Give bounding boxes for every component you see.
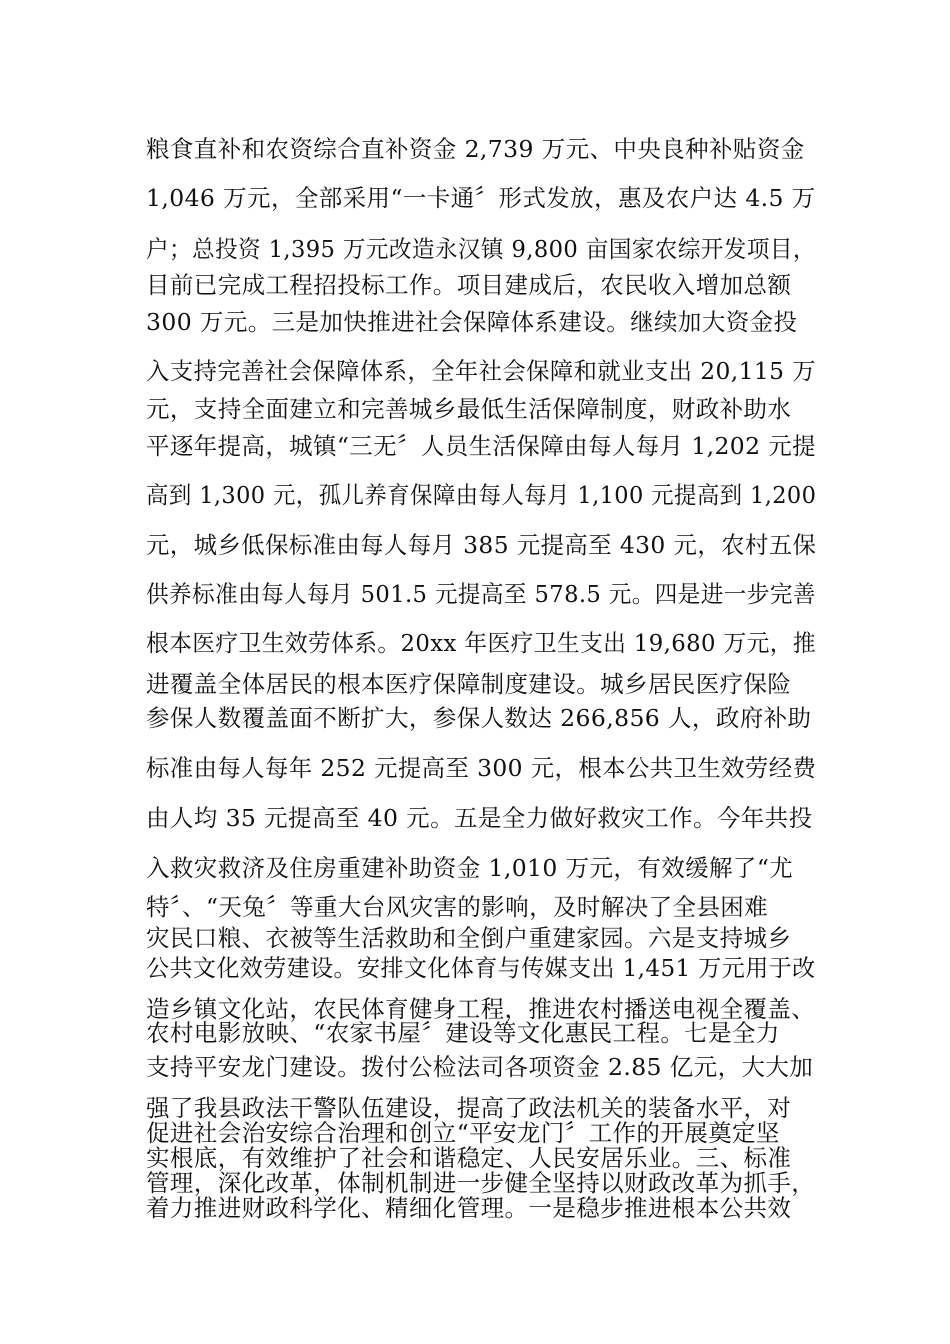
- text-line: 根本医疗卫生效劳体系。20xx 年医疗卫生支出 19,680 万元，推: [146, 629, 817, 657]
- text-line: 管理，深化改革，体制机制进一步健全坚持以财政改革为抓手，: [146, 1169, 816, 1197]
- text-line: 实根底，有效维护了社会和谐稳定、人民安居乐业。三、标准: [146, 1144, 792, 1172]
- text-line: 高到 1,300 元，孤儿养育保障由每人每月 1,100 元提高到 1,200: [146, 481, 817, 509]
- text-line: 促进社会治安综合治理和创立“平安龙门〞工作的开展奠定坚: [146, 1119, 780, 1147]
- text-line: 元，支持全面建立和完善城乡最低生活保障制度，财政补助水: [146, 395, 792, 423]
- text-line: 户；总投资 1,395 万元改造永汉镇 9,800 亩国家农综开发项目，: [146, 235, 816, 263]
- text-line: 强了我县政法干警队伍建设，提高了政法机关的装备水平，对: [146, 1094, 792, 1122]
- text-line: 元，城乡低保标准由每人每月 385 元提高至 430 元，农村五保: [146, 531, 817, 559]
- text-line: 特〞、“天兔〞等重大台风灾害的影响，及时解决了全县困难: [146, 893, 769, 921]
- text-line: 标准由每人每年 252 元提高至 300 元，根本公共卫生效劳经费: [146, 754, 817, 782]
- text-line: 供养标准由每人每月 501.5 元提高至 578.5 元。四是进一步完善: [146, 580, 816, 608]
- text-line: 入救灾救济及住房重建补助资金 1,010 万元，有效缓解了“尤: [146, 854, 794, 882]
- text-line: 灾民口粮、衣被等生活救助和全倒户重建家园。六是支持城乡: [146, 924, 792, 952]
- text-line: 着力推进财政科学化、精细化管理。一是稳步推进根本公共效: [146, 1194, 792, 1222]
- text-line: 支持平安龙门建设。拨付公检法司各项资金 2.85 亿元，大大加: [146, 1053, 814, 1081]
- text-line: 农村电影放映、“农家书屋〞建设等文化惠民工程。七是全力: [146, 1019, 780, 1047]
- text-line: 进覆盖全体居民的根本医疗保障制度建设。城乡居民医疗保险: [146, 670, 792, 698]
- text-line: 1,046 万元，全部采用“一卡通〞形式发放，惠及农户达 4.5 万: [146, 184, 816, 212]
- text-line: 平逐年提高，城镇“三无〞人员生活保障由每人每月 1,202 元提: [146, 432, 817, 460]
- text-line: 300 万元。三是加快推进社会保障体系建设。继续加大资金投: [146, 308, 798, 336]
- text-line: 入支持完善社会保障体系，全年社会保障和就业支出 20,115 万: [146, 357, 816, 385]
- text-line: 粮食直补和农资综合直补资金 2,739 万元、中央良种补贴资金: [146, 135, 805, 163]
- text-line: 目前已完成工程招投标工作。项目建成后，农民收入增加总额: [146, 271, 792, 299]
- text-line: 由人均 35 元提高至 40 元。五是全力做好救灾工作。今年共投: [146, 804, 813, 832]
- text-line: 参保人数覆盖面不断扩大，参保人数达 266,856 人，政府补助: [146, 704, 812, 732]
- text-line: 公共文化效劳建设。安排文化体育与传媒支出 1,451 万元用于改: [146, 954, 816, 982]
- text-line: 造乡镇文化站，农民体育健身工程，推进农村播送电视全覆盖、: [146, 995, 816, 1023]
